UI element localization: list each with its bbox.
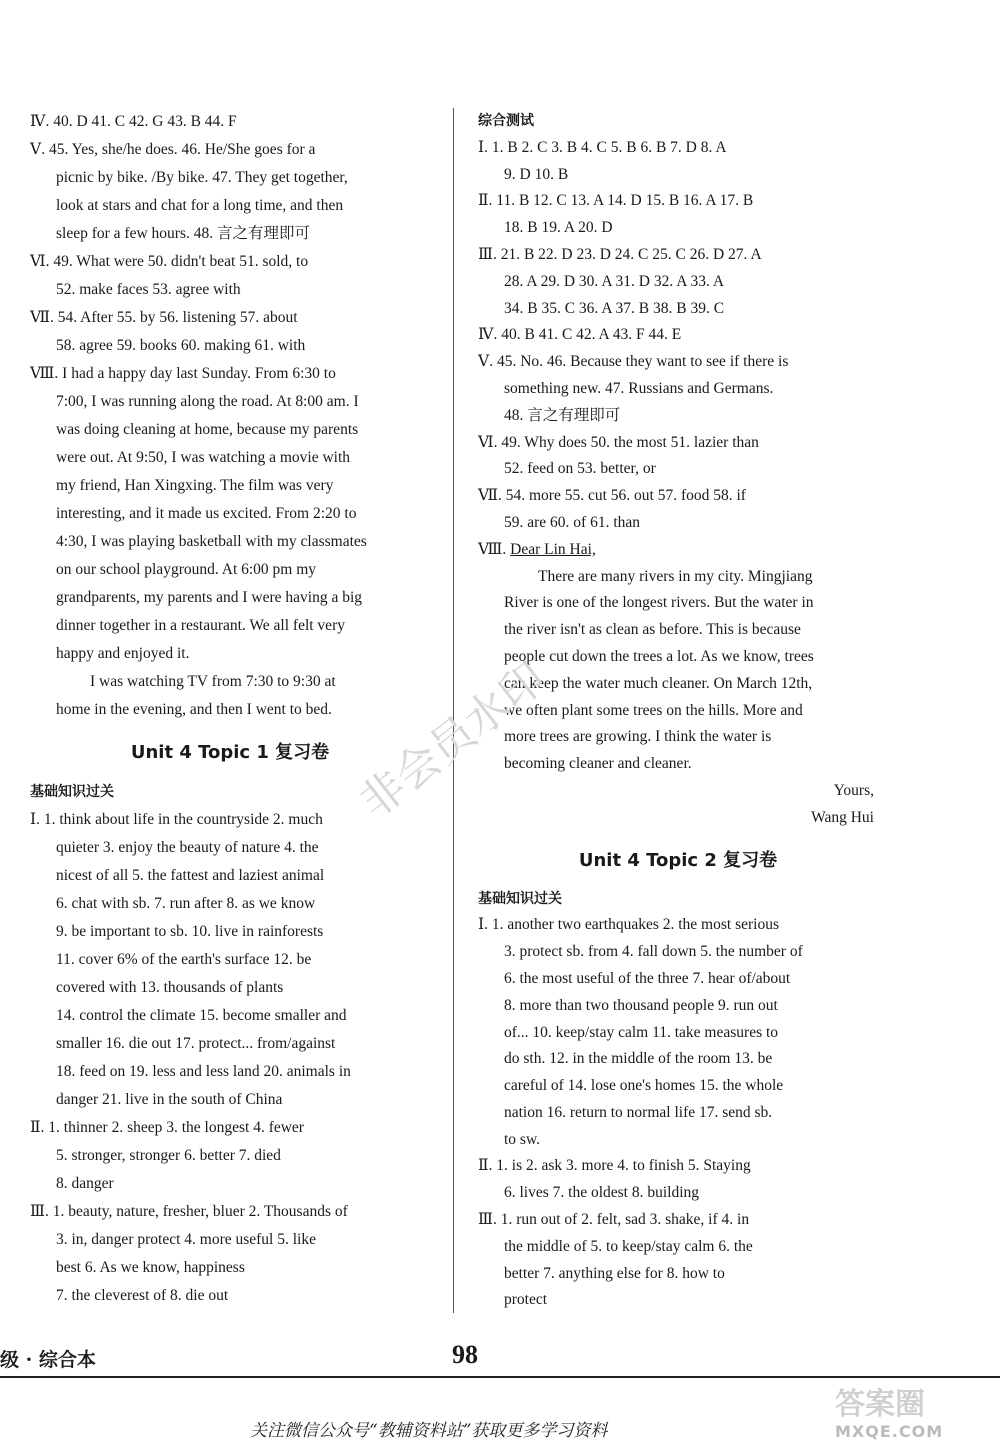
answer-line: careful of 14. lose one's homes 15. the whole [504,1077,784,1095]
answer-line: dinner together in a restaurant. We all felt very [56,617,345,634]
answer-line: Ⅳ. 40. D 41. C 42. G 43. B 44. F [30,113,237,130]
answer-line: 7:00, I was running along the road. At 8:00 am. I [56,393,359,410]
answer-line: 11. cover 6% of the earth's surface 12. be [56,951,312,968]
answer-line: Ⅱ. 1. thinner 2. sheep 3. the longest 4. fewer [30,1119,304,1136]
answer-line: more trees are growing. I think the water is [504,728,772,746]
right-answers-top [478,135,878,537]
answer-line: happy and enjoyed it. [56,645,190,662]
comprehensive-test-heading: 综合测试 [478,113,534,129]
letter-signature: Wang Hui [811,808,874,826]
answer-line: Ⅱ. 11. B 12. C 13. A 14. D 15. B 16. A 17. B [478,192,754,210]
answer-line: smaller 16. die out 17. protect... from/against [56,1035,336,1052]
answer-line: Ⅰ. 1. another two earthquakes 2. the most serious [478,916,779,934]
answer-line: best 6. As we know, happiness [56,1259,245,1276]
unit4-topic2-title: Unit 4 Topic 2 复习卷 [578,849,778,871]
answer-line: covered with 13. thousands of plants [56,979,284,996]
answer-line: people cut down the trees a lot. As we know, trees [504,647,814,665]
answer-line: can keep the water much cleaner. On March 12th, [504,674,813,692]
answer-line: Ⅴ. 45. Yes, she/he does. 46. He/She goes for a [30,141,316,158]
answer-line: 48. 言之有理即可 [504,406,621,424]
watermark-text: 非会员水印 [350,652,556,829]
unit4-topic1-title: Unit 4 Topic 1 复习卷 [130,742,330,763]
answer-line: 6. chat with sb. 7. run after 8. as we know [56,895,316,912]
left-column [30,108,430,1310]
answer-line: River is one of the longest rivers. But the water in [504,594,814,612]
answer-line: grandparents, my parents and I were having a big [56,589,363,606]
answer-line: something new. 47. Russians and Germans. [504,379,774,397]
footer-note: 关注微信公众号“教辅资料站”获取更多学习资料 [250,1421,608,1441]
logo-top-text: 答案圈 [835,1387,925,1422]
answer-line: nicest of all 5. the fattest and laziest animal [56,867,325,884]
answer-line: Ⅱ. 1. is 2. ask 3. more 4. to finish 5. Staying [478,1157,751,1175]
answer-line: on our school playground. At 6:00 pm my [56,561,317,578]
answer-line: There are many rivers in my city. Mingjiang [538,567,813,585]
answer-line: Ⅰ. 1. B 2. C 3. B 4. C 5. B 6. B 7. D 8. A [478,138,727,156]
answer-line: 8. more than two thousand people 9. run out [504,996,778,1014]
left-answers-bottom [30,806,430,1310]
answer-line: Ⅵ. 49. What were 50. didn't beat 51. sold, to [30,253,309,270]
answer-line: the river isn't as clean as before. This is because [504,621,801,639]
site-logo [835,1388,985,1443]
right-answers-bottom [478,912,878,1314]
answer-line: Ⅶ. 54. After 55. by 56. listening 57. about [30,309,298,326]
section-viii-label: Ⅷ. [478,540,511,558]
answer-line: interesting, and it made us excited. From 2:20 to [56,505,357,522]
answer-line: 4:30, I was playing basketball with my classmates [56,533,367,550]
answer-line: protect [504,1291,548,1309]
answer-line: quieter 3. enjoy the beauty of nature 4. the [56,839,319,856]
right-section-heading: 基础知识过关 [478,890,562,907]
letter-closing: Yours, [833,781,874,799]
answer-line: 52. feed on 53. better, or [504,460,656,478]
answer-line: Ⅲ. 1. beauty, nature, fresher, bluer 2. Thousands of [30,1203,348,1220]
answer-line: nation 16. return to normal life 17. send sb. [504,1103,773,1121]
answer-line: to sw. [504,1130,541,1148]
answer-line: picnic by bike. /By bike. 47. They get together, [56,169,348,186]
answer-line: 18. feed on 19. less and less land 20. animals in [56,1063,351,1080]
answer-line: 18. B 19. A 20. D [504,219,613,237]
left-section-heading: 基础知识过关 [30,784,114,800]
answer-line: Ⅴ. 45. No. 46. Because they want to see if there is [478,353,789,371]
answer-line: Ⅵ. 49. Why does 50. the most 51. lazier than [478,433,759,451]
footer-rule [0,1376,1000,1378]
answer-line: of... 10. keep/stay calm 11. take measures to [504,1023,779,1041]
footer-book-label: 级 · 综合本 [0,1349,96,1371]
answer-line: 34. B 35. C 36. A 37. B 38. B 39. C [504,299,725,317]
answer-line: do sth. 12. in the middle of the room 13. be [504,1050,773,1068]
answer-line: better 7. anything else for 8. how to [504,1264,725,1282]
logo-bottom-text: MXQE.COM [835,1422,944,1441]
answer-line: 6. the most useful of the three 7. hear of/about [504,969,791,987]
answer-line: look at stars and chat for a long time, and then [56,197,344,214]
answer-line: 9. D 10. B [504,165,569,183]
answer-line: 14. control the climate 15. become smaller and [56,1007,347,1024]
answer-line: 52. make faces 53. agree with [56,281,241,298]
answer-line: 6. lives 7. the oldest 8. building [504,1184,700,1202]
answer-line: was doing cleaning at home, because my parents [56,421,359,438]
answer-line: 3. protect sb. from 4. fall down 5. the number of [504,943,803,961]
answer-line: Ⅳ. 40. B 41. C 42. A 43. F 44. E [478,326,682,344]
answer-line: becoming cleaner and cleaner. [504,755,692,773]
page-number: 98 [452,1340,478,1369]
answer-line: Ⅲ. 21. B 22. D 23. D 24. C 25. C 26. D 27. A [478,245,762,263]
answer-line: 28. A 29. D 30. A 31. D 32. A 33. A [504,272,725,290]
answer-line: 59. are 60. of 61. than [504,513,641,531]
answer-line: Ⅶ. 54. more 55. cut 56. out 57. food 58. if [478,487,746,505]
answer-line: 58. agree 59. books 60. making 61. with [56,337,306,354]
answer-line: 8. danger [56,1175,114,1192]
letter-greeting-line [478,537,878,564]
answer-line: Ⅰ. 1. think about life in the countryside 2. much [30,811,323,828]
answer-line: danger 21. live in the south of China [56,1091,283,1108]
answer-line: Ⅷ. I had a happy day last Sunday. From 6:30 to [30,365,336,382]
answer-line: 7. the cleverest of 8. die out [56,1287,229,1304]
left-answers-top [30,108,430,724]
answer-line: 9. be important to sb. 10. live in rainforests [56,923,324,940]
answer-line: we often plant some trees on the hills. More and [504,701,803,719]
letter-greeting: Dear Lin Hai, [510,540,596,558]
answer-line: 3. in, danger protect 4. more useful 5. like [56,1231,316,1248]
answer-line: home in the evening, and then I went to bed. [56,701,332,718]
answer-line: were out. At 9:50, I was watching a movie with [56,449,351,466]
answer-line: my friend, Han Xingxing. The film was very [56,477,334,494]
answer-line: 5. stronger, stronger 6. better 7. died [56,1147,281,1164]
answer-line: Ⅲ. 1. run out of 2. felt, sad 3. shake, if 4. in [478,1211,750,1229]
answer-line: sleep for a few hours. 48. 言之有理即可 [56,225,310,242]
answer-line: the middle of 5. to keep/stay calm 6. the [504,1237,753,1255]
answer-line: I was watching TV from 7:30 to 9:30 at [90,673,336,690]
right-column [478,108,878,1314]
